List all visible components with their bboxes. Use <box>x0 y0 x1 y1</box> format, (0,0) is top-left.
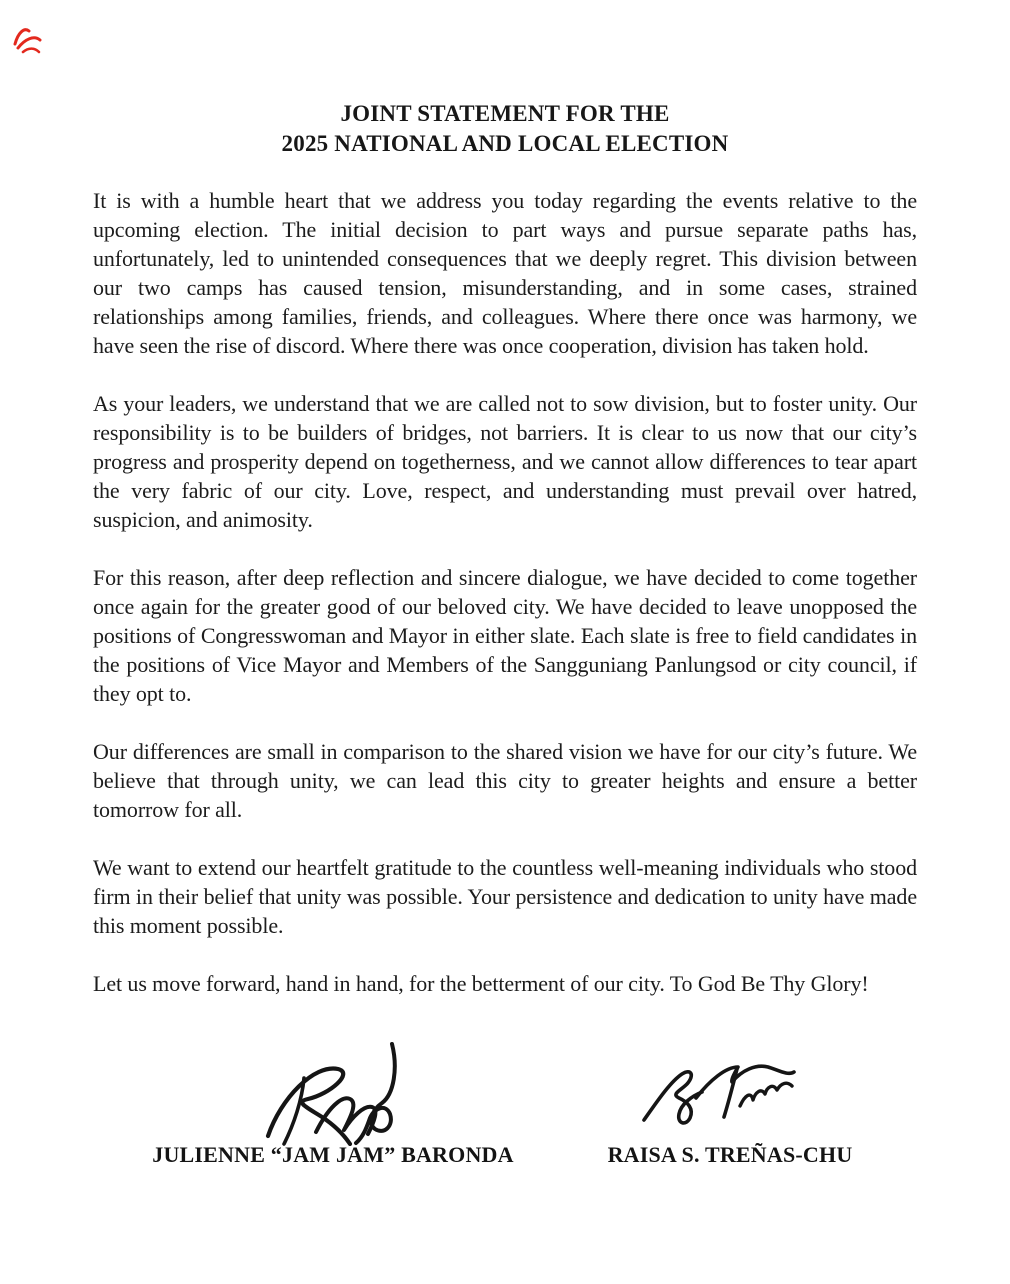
statement-body <box>93 99 917 1027</box>
paragraph-5: We want to extend our heartfelt gratitude to the countless well-meaning individuals who stood firm in their belief that unity was possible. Your persistence and dedication to unity have made this moment possible. <box>93 855 917 938</box>
trenas-chu-signature-image <box>636 1058 802 1136</box>
paragraph-2: As your leaders, we understand that we are called not to sow division, but to foster unity. Our responsibility is to be builders of bridges, not barriers. It is clear to us now that our city’s progress and prosperity depend on togetherness, and we cannot allow differences to tear apart the very fabric of our city. Love, respect, and understanding must prevail over hatred, suspicion, and animosity. <box>93 391 917 532</box>
red-pen-scribble-mark <box>8 22 46 56</box>
paragraph-4: Our differences are small in comparison to the shared vision we have for our city’s future. We believe that through unity, we can lead this city to greater heights and ensure a better tomorrow for all. <box>93 739 917 822</box>
paragraph-3: For this reason, after deep reflection and sincere dialogue, we have decided to come together once again for the greater good of our beloved city. We have decided to leave unopposed the positions of Congresswoman and Mayor in either slate. Each slate is free to field candidates in the positions of Vice Mayor and Members of the Sangguniang Panlungsod or city council, if they opt to. <box>93 565 917 706</box>
paragraph-6: Let us move forward, hand in hand, for the betterment of our city. To God Be Thy Glory! <box>93 971 869 996</box>
title-line-1: JOINT STATEMENT FOR THE <box>340 101 670 126</box>
page-title <box>93 99 917 159</box>
title-line-2: 2025 NATIONAL AND LOCAL ELECTION <box>281 131 729 156</box>
baronda-signature-image <box>248 1038 400 1146</box>
paragraph-1: It is with a humble heart that we address you today regarding the events relative to the upcoming election. The initial decision to part ways and pursue separate paths has, unfortunately, led to unintended consequences that we deeply regret. This division between our two camps has caused tension, misunderstanding, and in some cases, strained relationships among families, friends, and colleagues. Where there once was harmony, we have seen the rise of discord. Where there was once cooperation, division has taken hold. <box>93 188 917 358</box>
signatory-name-trenas-chu: RAISA S. TREÑAS-CHU <box>607 1142 853 1167</box>
signatory-name-baronda: JULIENNE “JAM JAM” BARONDA <box>152 1142 514 1167</box>
